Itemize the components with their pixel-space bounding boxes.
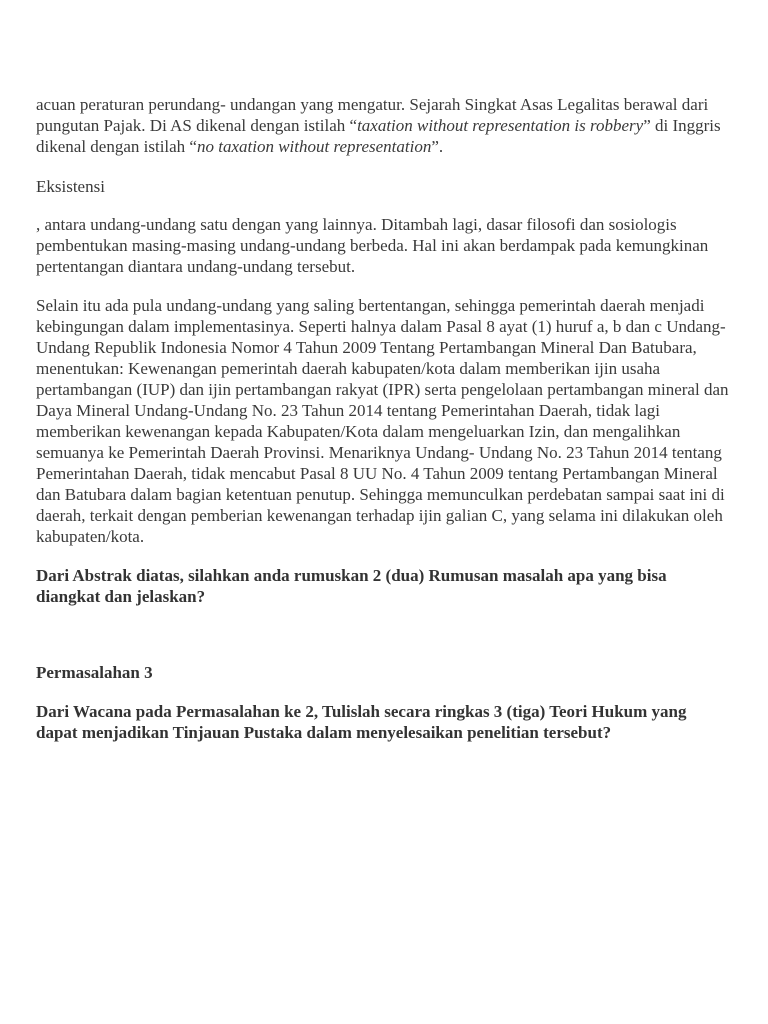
paragraph-1-italic-2: no taxation without representation xyxy=(196,137,432,156)
heading-permasalahan-3: Permasalahan 3 xyxy=(36,663,153,682)
question-teori-hukum: Dari Wacana pada Permasalahan ke 2, Tulislah secara ringkas 3 (tiga) Teori Hukum yang dapat menjadikan Tinjauan Pustaka dalam menyelesaikan penelitian tersebut? xyxy=(36,702,687,742)
paragraph-1-text-c: ”. xyxy=(431,137,444,156)
paragraph-asas-legalitas xyxy=(36,94,732,157)
question-rumusan-masalah: Dari Abstrak diatas, silahkan anda rumuskan 2 (dua) Rumusan masalah apa yang bisa diangkat dan jelaskan? xyxy=(36,566,667,606)
paragraph-1-italic-1: taxation without representation is robbery xyxy=(357,116,644,135)
paragraph-1-text-a: acuan peraturan perundang- undangan yang mengatur. Sejarah Singkat Asas Legalitas berawal dari pungutan Pajak. Di AS dikenal dengan istilah “ xyxy=(36,95,709,135)
paragraph-undang-undang: Selain itu ada pula undang-undang yang saling bertentangan, sehingga pemerintah daerah menjadi kebingungan dalam implementasinya. Seperti halnya dalam Pasal 8 ayat (1) huruf a, b dan c Undang-Undang Republik Indonesia Nomor 4 Tahun 2009 Tentang Pertambangan Mineral Dan Batubara, menentukan: Kewenangan pemerintah daerah kabupaten/kota dalam memberikan ijin usaha pertambangan (IUP) dan ijin pertambangan rakyat (IPR) serta pengelolaan pertambangan mineral dan Daya Mineral Undang-Undang No. 23 Tahun 2014 tentang Pemerintahan Daerah, tidak lagi memberikan kewenangan kepada Kabupaten/Kota dalam mengeluarkan Izin, dan mengalihkan semuanya ke Pemerintah Daerah Provinsi. Menariknya Undang- Undang No. 23 Tahun 2014 tentang Pemerintahan Daerah, tidak mencabut Pasal 8 UU No. 4 Tahun 2009 tentang Pertambangan Mineral dan Batubara dalam bagian ketentuan penutup. Sehingga memunculkan perdebatan sampai saat ini di daerah, terkait dengan pemberian kewenangan terhadap ijin galian C, yang selama ini dilakukan oleh kabupaten/kota. xyxy=(36,296,729,546)
heading-eksistensi: Eksistensi xyxy=(36,177,105,196)
paragraph-1-text-b: ” di Inggris dikenal dengan istilah “ xyxy=(36,116,721,156)
paragraph-pertentangan: , antara undang-undang satu dengan yang lainnya. Ditambah lagi, dasar filosofi dan sosiologis pembentukan masing-masing undang-undang berbeda. Hal ini akan berdampak pada kemungkinan pertentangan diantara undang-undang tersebut. xyxy=(36,215,709,276)
